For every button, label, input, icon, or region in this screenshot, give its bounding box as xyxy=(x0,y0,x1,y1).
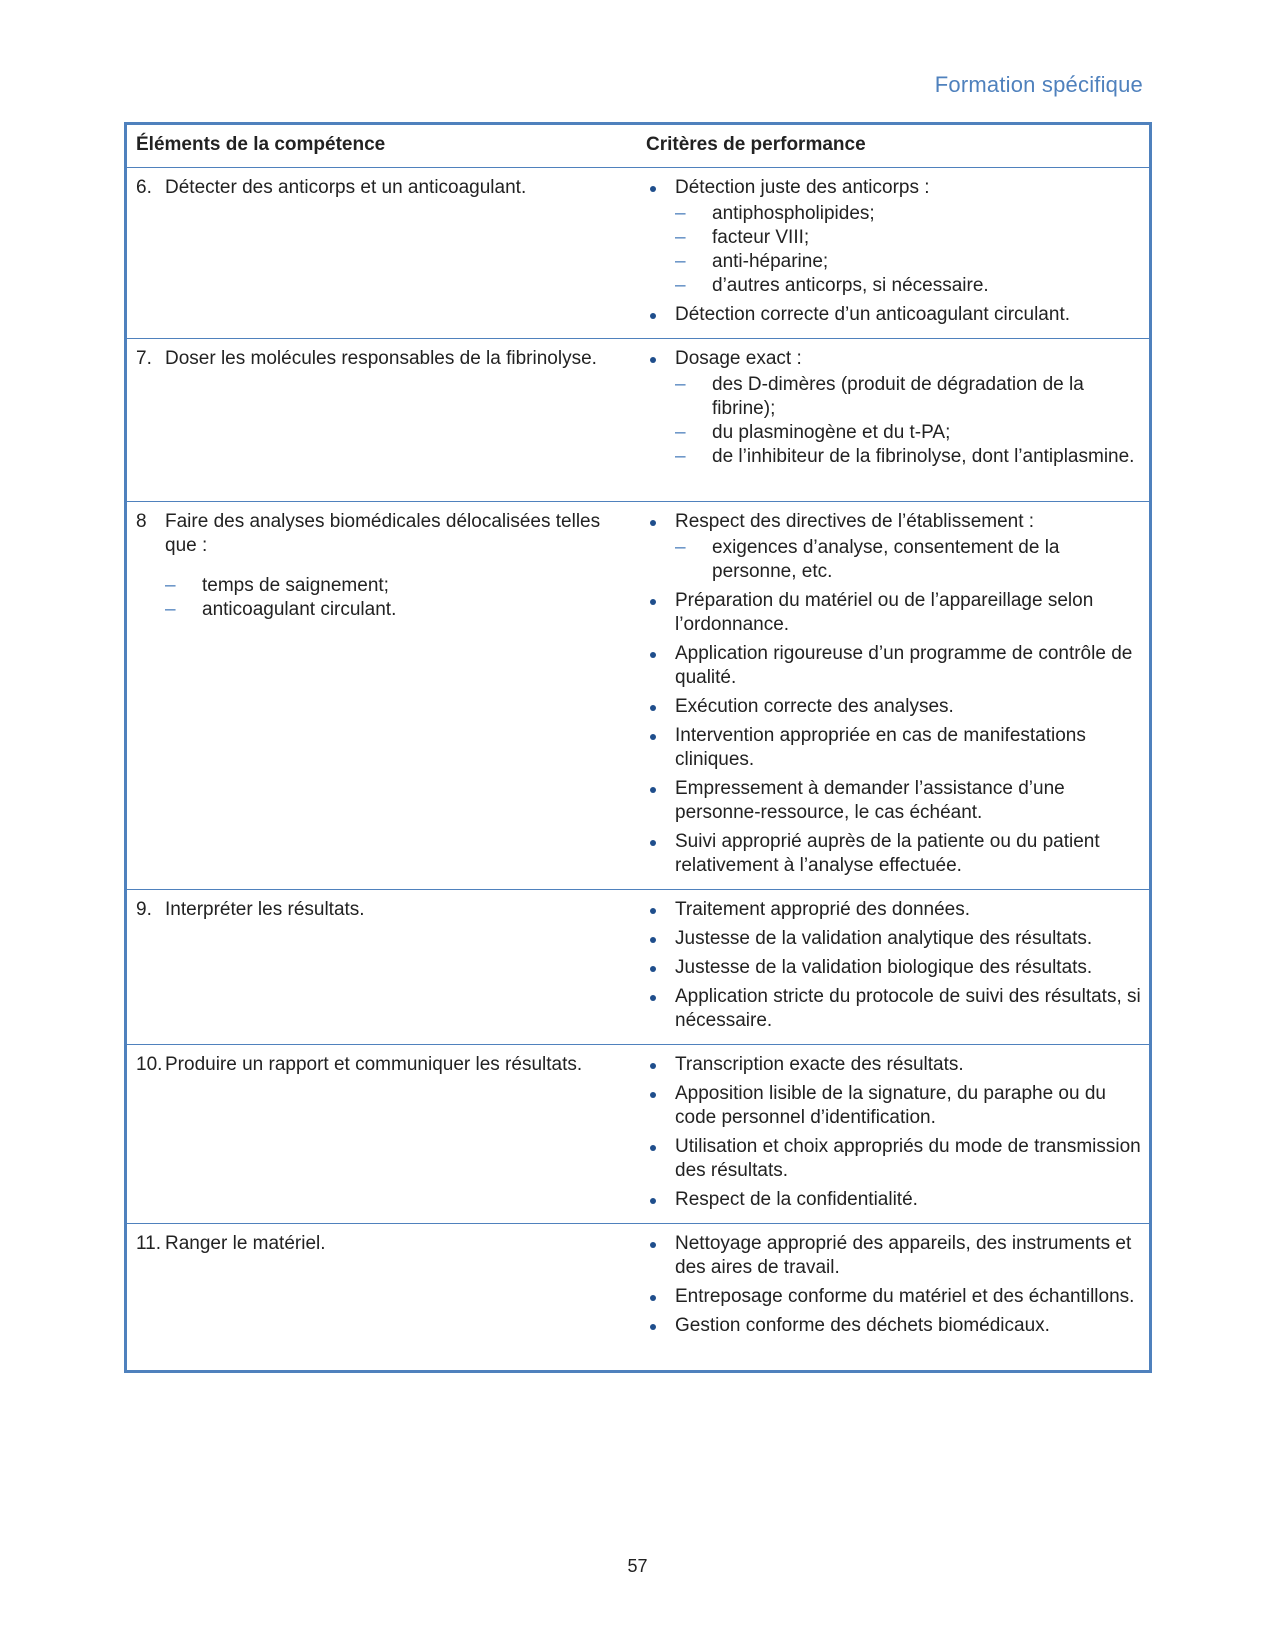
element-sublist xyxy=(165,574,629,622)
dash-item xyxy=(675,202,1141,226)
criteria-list xyxy=(646,898,1141,1033)
criteria-text: Entreposage conforme du matériel et des échantillons. xyxy=(675,1286,1135,1307)
table-row xyxy=(126,502,1151,890)
dash-item xyxy=(675,373,1141,421)
element-text xyxy=(136,898,629,922)
bullet-icon xyxy=(650,520,656,526)
dash-item-text: des D-dimères (produit de dégradation de la fibrine); xyxy=(712,374,1084,419)
criteria-text: Dosage exact : xyxy=(675,348,802,369)
criteria-item xyxy=(646,1285,1141,1309)
criteria-list xyxy=(646,510,1141,878)
criteria-item xyxy=(646,589,1141,637)
criteria-cell xyxy=(637,168,1151,339)
criteria-text: Détection correcte d’un anticoagulant circulant. xyxy=(675,304,1071,325)
criteria-item xyxy=(646,985,1141,1033)
dash-icon: – xyxy=(165,575,176,596)
dash-icon: – xyxy=(675,227,686,248)
element-number: 10. xyxy=(136,1054,163,1075)
dash-icon: – xyxy=(165,599,176,620)
element-cell xyxy=(126,890,638,1045)
dash-item-text: d’autres anticorps, si nécessaire. xyxy=(712,275,989,296)
element-number: 11. xyxy=(136,1233,162,1254)
criteria-text: Justesse de la validation analytique des résultats. xyxy=(675,928,1093,949)
page-number: 57 xyxy=(627,1556,648,1576)
element-label: Produire un rapport et communiquer les résultats. xyxy=(165,1054,583,1075)
dash-item-text: facteur VIII; xyxy=(712,227,810,248)
criteria-list xyxy=(646,1053,1141,1212)
bullet-icon xyxy=(650,995,656,1001)
element-number: 7. xyxy=(136,348,152,369)
bullet-icon xyxy=(650,186,656,192)
criteria-list xyxy=(646,176,1141,327)
criteria-item xyxy=(646,1314,1141,1338)
dash-item-text: anticoagulant circulant. xyxy=(202,599,397,620)
element-cell xyxy=(126,502,638,890)
bullet-icon xyxy=(650,1324,656,1330)
bullet-icon xyxy=(650,1145,656,1151)
criteria-cell xyxy=(637,890,1151,1045)
dash-item xyxy=(675,274,1141,298)
table-header-row xyxy=(126,124,1151,168)
criteria-text: Traitement approprié des données. xyxy=(675,899,971,920)
element-text xyxy=(136,347,629,371)
bullet-icon xyxy=(650,1295,656,1301)
dash-item-text: temps de saignement; xyxy=(202,575,389,596)
dash-icon: – xyxy=(675,422,686,443)
bullet-icon xyxy=(650,599,656,605)
element-label: Ranger le matériel. xyxy=(165,1233,326,1254)
criteria-list xyxy=(646,1232,1141,1338)
dash-icon: – xyxy=(675,203,686,224)
table-row xyxy=(126,339,1151,502)
criteria-text: Détection juste des anticorps : xyxy=(675,177,930,198)
dash-item-text: exigences d’analyse, consentement de la personne, etc. xyxy=(712,537,1060,582)
criteria-item xyxy=(646,1188,1141,1212)
element-cell xyxy=(126,339,638,502)
dash-item xyxy=(165,598,629,622)
criteria-text: Préparation du matériel ou de l’appareillage selon l’ordonnance. xyxy=(675,590,1094,635)
element-cell xyxy=(126,168,638,339)
element-text xyxy=(136,1053,629,1077)
dash-item xyxy=(165,574,629,598)
dash-icon: – xyxy=(675,446,686,467)
dash-icon: – xyxy=(675,374,686,395)
dash-item xyxy=(675,536,1141,584)
column-header-elements: Éléments de la compétence xyxy=(126,124,638,168)
dash-item-text: anti-héparine; xyxy=(712,251,829,272)
bullet-icon xyxy=(650,966,656,972)
bullet-icon xyxy=(650,313,656,319)
bullet-icon xyxy=(650,357,656,363)
criteria-item xyxy=(646,898,1141,922)
dash-list xyxy=(675,202,1141,298)
criteria-list xyxy=(646,347,1141,469)
dash-item xyxy=(675,226,1141,250)
dash-item xyxy=(675,250,1141,274)
criteria-text: Intervention appropriée en cas de manifestations cliniques. xyxy=(675,725,1086,770)
section-header: Formation spécifique xyxy=(934,72,1143,97)
dash-icon: – xyxy=(675,251,686,272)
criteria-text: Nettoyage approprié des appareils, des instruments et des aires de travail. xyxy=(675,1233,1132,1278)
bullet-icon xyxy=(650,840,656,846)
bullet-icon xyxy=(650,705,656,711)
bullet-icon xyxy=(650,1092,656,1098)
element-text xyxy=(136,176,629,200)
criteria-item xyxy=(646,724,1141,772)
dash-item xyxy=(675,445,1141,469)
criteria-cell xyxy=(637,1224,1151,1372)
element-number: 6. xyxy=(136,177,152,198)
dash-icon: – xyxy=(675,275,686,296)
dash-list xyxy=(675,373,1141,469)
bullet-icon xyxy=(650,652,656,658)
bullet-icon xyxy=(650,1063,656,1069)
bullet-icon xyxy=(650,908,656,914)
criteria-item xyxy=(646,1082,1141,1130)
criteria-item xyxy=(646,830,1141,878)
element-cell xyxy=(126,1224,638,1372)
criteria-item xyxy=(646,777,1141,825)
criteria-text: Justesse de la validation biologique des résultats. xyxy=(675,957,1093,978)
table-row xyxy=(126,890,1151,1045)
element-cell xyxy=(126,1045,638,1224)
criteria-cell xyxy=(637,339,1151,502)
bullet-icon xyxy=(650,1242,656,1248)
criteria-text: Empressement à demander l’assistance d’une personne-ressource, le cas échéant. xyxy=(675,778,1065,823)
element-label: Faire des analyses biomédicales délocalisées telles que : xyxy=(165,511,601,556)
bullet-icon xyxy=(650,787,656,793)
dash-list xyxy=(165,574,629,622)
criteria-text: Apposition lisible de la signature, du paraphe ou du code personnel d’identification. xyxy=(675,1083,1106,1128)
criteria-text: Respect des directives de l’établissement : xyxy=(675,511,1035,532)
criteria-item xyxy=(646,303,1141,327)
criteria-text: Gestion conforme des déchets biomédicaux. xyxy=(675,1315,1050,1336)
criteria-cell xyxy=(637,1045,1151,1224)
criteria-text: Application stricte du protocole de suivi des résultats, si nécessaire. xyxy=(675,986,1141,1031)
criteria-text: Utilisation et choix appropriés du mode de transmission des résultats. xyxy=(675,1136,1141,1181)
dash-item xyxy=(675,421,1141,445)
element-label: Doser les molécules responsables de la fibrinolyse. xyxy=(165,348,597,369)
competency-table xyxy=(124,122,1152,1373)
table-row xyxy=(126,168,1151,339)
dash-item-text: de l’inhibiteur de la fibrinolyse, dont l’antiplasmine. xyxy=(712,446,1135,467)
criteria-item xyxy=(646,176,1141,298)
criteria-item xyxy=(646,347,1141,469)
element-number: 9. xyxy=(136,899,152,920)
element-number: 8 xyxy=(136,511,147,532)
bullet-icon xyxy=(650,937,656,943)
criteria-text: Exécution correcte des analyses. xyxy=(675,696,954,717)
criteria-item xyxy=(646,927,1141,951)
criteria-item xyxy=(646,956,1141,980)
element-text xyxy=(136,510,629,558)
dash-list xyxy=(675,536,1141,584)
criteria-text: Suivi approprié auprès de la patiente ou du patient relativement à l’analyse effectuée. xyxy=(675,831,1100,876)
dash-icon: – xyxy=(675,537,686,558)
dash-item-text: du plasminogène et du t-PA; xyxy=(712,422,951,443)
criteria-item xyxy=(646,1053,1141,1077)
element-text xyxy=(136,1232,629,1256)
criteria-item xyxy=(646,642,1141,690)
column-header-criteria: Critères de performance xyxy=(637,124,1151,168)
element-label: Détecter des anticorps et un anticoagulant. xyxy=(165,177,527,198)
criteria-item xyxy=(646,510,1141,584)
bullet-icon xyxy=(650,1198,656,1204)
criteria-cell xyxy=(637,502,1151,890)
criteria-item xyxy=(646,1232,1141,1280)
element-label: Interpréter les résultats. xyxy=(165,899,365,920)
bullet-icon xyxy=(650,734,656,740)
criteria-text: Transcription exacte des résultats. xyxy=(675,1054,964,1075)
criteria-item xyxy=(646,695,1141,719)
table-row xyxy=(126,1224,1151,1372)
criteria-text: Respect de la confidentialité. xyxy=(675,1189,918,1210)
dash-item-text: antiphospholipides; xyxy=(712,203,875,224)
criteria-text: Application rigoureuse d’un programme de contrôle de qualité. xyxy=(675,643,1133,688)
criteria-item xyxy=(646,1135,1141,1183)
table-row xyxy=(126,1045,1151,1224)
